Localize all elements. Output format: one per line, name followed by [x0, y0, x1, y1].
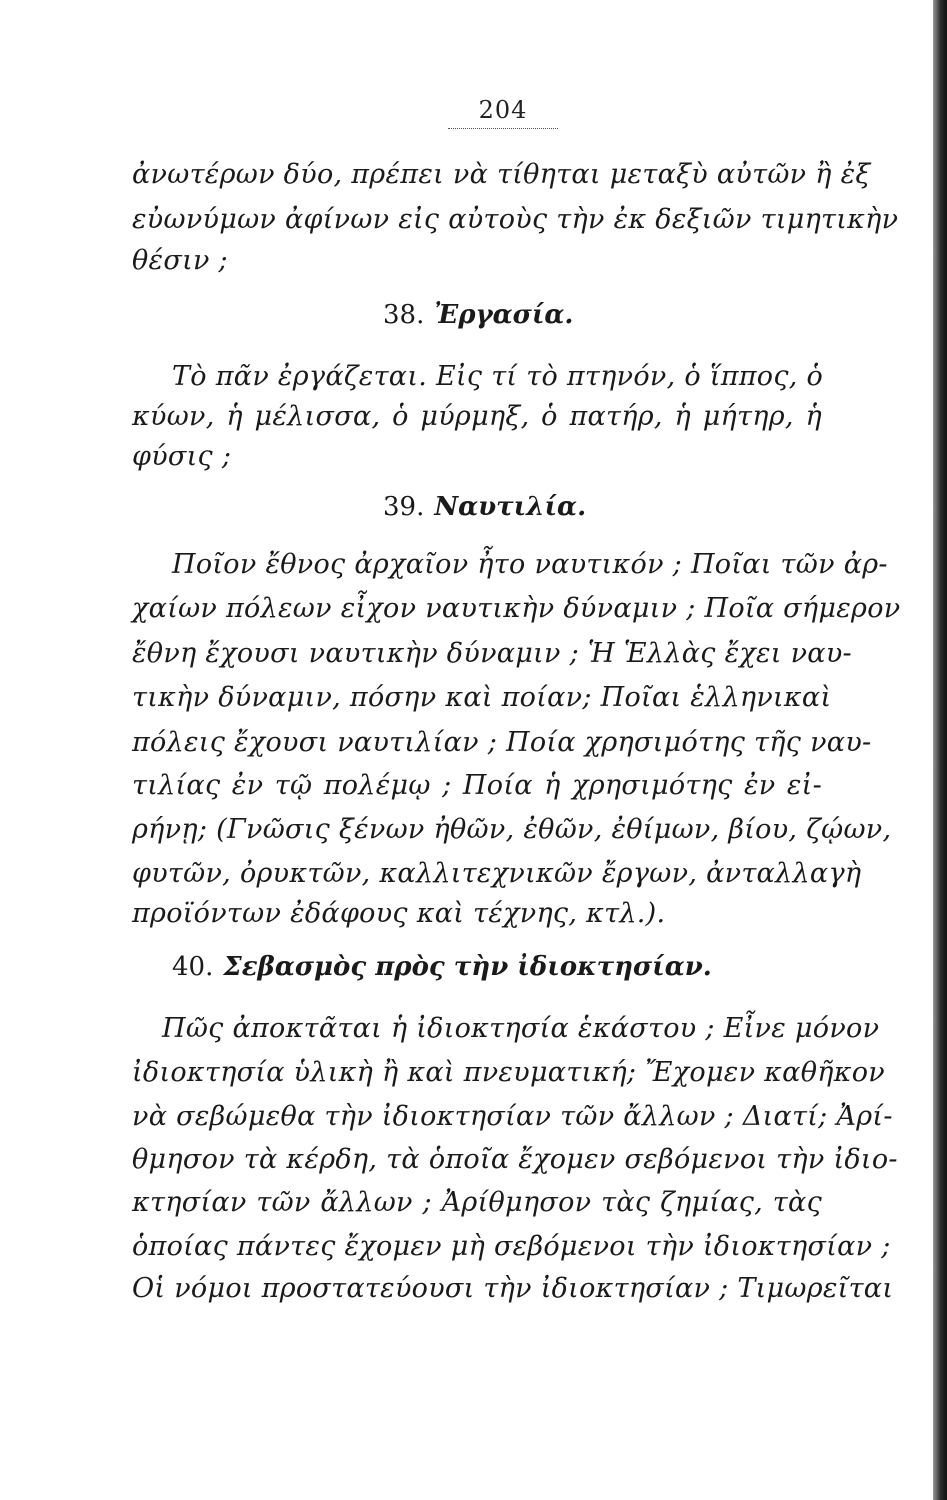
section-39-line: ἔθνη ἔχουσι ναυτικὴν δύναμιν ; Ἡ Ἑλλὰς ἔχει ναυ- — [132, 638, 852, 669]
page-binding-edge — [933, 0, 947, 1500]
section-40-line: νὰ σεβώμεθα τὴν ἰδιοκτησίαν τῶν ἄλλων ; Διατί; Ἀρί- — [132, 1101, 893, 1132]
section-40-number: 40. — [172, 952, 214, 982]
section-38-heading — [383, 300, 574, 330]
section-38-line: Τὸ πᾶν ἐργάζεται. Εἰς τί τὸ πτηνόν, ὁ ἵππος, ὁ — [172, 361, 824, 392]
intro-line: ἀνωτέρων δύο, πρέπει νὰ τίθηται μεταξὺ αὐτῶν ἢ ἐξ — [132, 159, 871, 190]
section-39-line: ρήνῃ; (Γνῶσις ξένων ἠθῶν, ἐθῶν, ἐθίμων, βίου, ζῴων, — [132, 814, 892, 845]
page-number: 204 — [478, 96, 528, 124]
section-38-title: Ἐργασία. — [434, 300, 574, 330]
section-39-line: προϊόντων ἐδάφους καὶ τέχνης, κτλ.). — [132, 898, 666, 929]
section-39-title: Ναυτιλία. — [434, 492, 587, 522]
section-38-number: 38. — [383, 300, 425, 330]
section-40-line: ὁποίας πάντες ἔχομεν μὴ σεβόμενοι τὴν ἰδιοκτησίαν ; — [132, 1231, 891, 1262]
section-39-line: πόλεις ἔχουσι ναυτιλίαν ; Ποία χρησιμότης τῆς ναυ- — [132, 727, 872, 758]
section-39-number: 39. — [383, 492, 425, 522]
intro-line: θέσιν ; — [132, 245, 228, 276]
section-38-line: κύων, ἡ μέλισσα, ὁ μύρμηξ, ὁ πατήρ, ἡ μήτηρ, ἡ — [132, 401, 822, 432]
section-40-line: Πῶς ἀποκτᾶται ἡ ἰδιοκτησία ἑκάστου ; Εἶνε μόνον — [162, 1013, 880, 1044]
page-number-rule — [448, 128, 558, 129]
section-40-line: ἰδιοκτησία ὑλικὴ ἢ καὶ πνευματική; Ἔχομεν καθῆκον — [132, 1057, 886, 1088]
section-40-line: Οἱ νόμοι προστατεύουσι τὴν ἰδιοκτησίαν ; Τιμωρεῖται — [132, 1273, 894, 1304]
section-39-heading — [383, 492, 586, 522]
section-40-heading — [172, 952, 712, 982]
section-39-line: τιλίας ἐν τῷ πολέμῳ ; Ποία ἡ χρησιμότης ἐν εἰ- — [132, 770, 822, 801]
section-39-line: φυτῶν, ὀρυκτῶν, καλλιτεχνικῶν ἔργων, ἀνταλλαγὴ — [132, 858, 862, 889]
intro-line: εὐωνύμων ἀφίνων εἰς αὐτοὺς τὴν ἐκ δεξιῶν τιμητικὴν — [132, 204, 899, 235]
section-40-line: θμησον τὰ κέρδη, τὰ ὁποῖα ἔχομεν σεβόμενοι τὴν ἰδιο- — [132, 1144, 898, 1175]
section-40-line: κτησίαν τῶν ἄλλων ; Ἀρίθμησον τὰς ζημίας, τὰς — [132, 1187, 822, 1218]
section-38-line: φύσις ; — [132, 441, 232, 472]
section-40-title: Σεβασμὸς πρὸς τὴν ἰδιοκτησίαν. — [223, 952, 712, 982]
section-39-line: Ποῖον ἔθνος ἀρχαῖον ἦτο ναυτικόν ; Ποῖαι τῶν ἀρ- — [172, 549, 888, 580]
section-39-line: χαίων πόλεων εἶχον ναυτικὴν δύναμιν ; Ποῖα σήμερον — [132, 593, 901, 624]
section-39-line: τικὴν δύναμιν, πόσην καὶ ποίαν; Ποῖαι ἑλληνικαὶ — [132, 682, 832, 713]
